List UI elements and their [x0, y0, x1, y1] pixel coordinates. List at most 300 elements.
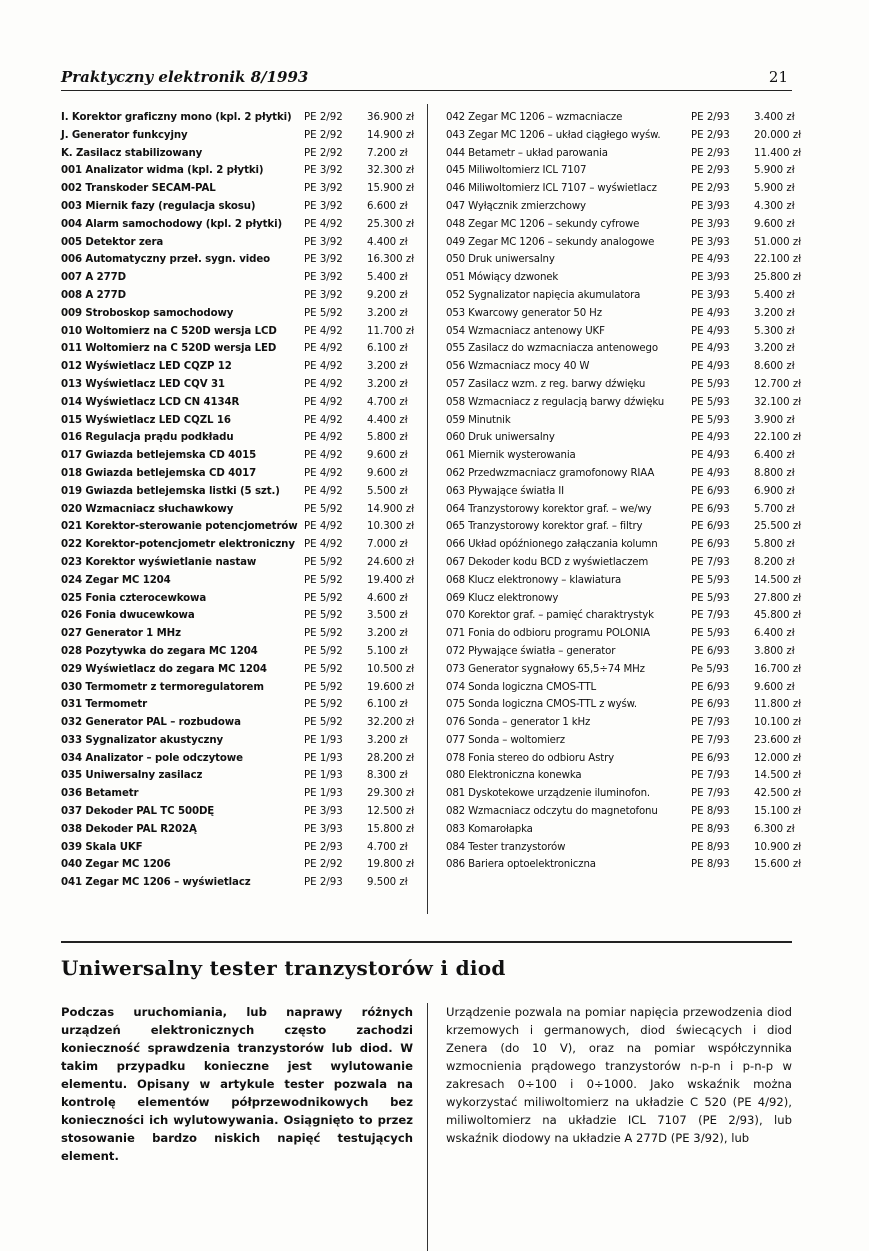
kit-price: 10.900 zł [754, 841, 802, 853]
article-lead: Podczas uruchomiania, lub naprawy różnych urządzeń elektronicznych często zachodzi konieczność sprawdzenia tranzystorów lub diod. W takim przypadku konieczne jest wylutowanie elementu. Opisany w artykule tester pozwala na kontrolę elementów półprzewodnikowych bez konieczności ich wylutowywania. Osiągnięto to przez stosowanie bardzo niskich napięć testujących element. [61, 1005, 413, 1163]
price-list-row [61, 590, 425, 608]
kit-name: 080 Elektroniczna konewka [446, 770, 582, 782]
article-title: Uniwersalny tester tranzystorów i diod [61, 956, 506, 980]
kit-issue: PE 8/93 [691, 823, 730, 835]
kit-issue: PE 3/93 [304, 823, 343, 835]
kit-name: 061 Miernik wysterowania [446, 450, 576, 462]
kit-price: 5.700 zł [754, 503, 795, 515]
kit-issue: PE 2/93 [304, 877, 343, 889]
kit-issue: PE 4/93 [691, 307, 730, 319]
price-list-row [61, 874, 425, 892]
kit-price: 8.300 zł [367, 770, 408, 782]
price-list-row [446, 483, 804, 501]
kit-issue: PE 4/92 [304, 539, 343, 551]
price-list-row [446, 323, 804, 341]
kit-issue: PE 7/93 [691, 734, 730, 746]
price-list-row [61, 340, 425, 358]
price-list-row [61, 323, 425, 341]
price-list-row [61, 518, 425, 536]
price-list-row [61, 767, 425, 785]
article-column-divider [427, 1003, 428, 1251]
kit-name: 064 Tranzystorowy korektor graf. – we/wy [446, 503, 652, 515]
price-list-row [61, 554, 425, 572]
kit-price: 19.400 zł [367, 574, 415, 586]
kit-issue: PE 3/93 [304, 806, 343, 818]
kit-price: 5.400 zł [367, 272, 408, 284]
kit-name: 005 Detektor zera [61, 236, 164, 248]
kit-price: 9.600 zł [367, 450, 408, 462]
kit-price: 10.500 zł [367, 663, 415, 675]
kit-name: 024 Zegar MC 1204 [61, 574, 171, 586]
kit-issue: PE 6/93 [691, 699, 730, 711]
kit-issue: PE 2/92 [304, 112, 343, 123]
kit-price: 5.900 zł [754, 183, 795, 195]
kit-price: 3.200 zł [367, 628, 408, 640]
price-list-row [446, 625, 804, 643]
kit-price: 3.200 zł [367, 734, 408, 746]
price-list-row [61, 607, 425, 625]
kit-issue: PE 8/93 [691, 806, 730, 818]
price-list-row [61, 287, 425, 305]
price-list-row [446, 750, 804, 768]
price-list-row [61, 412, 425, 430]
kit-name: 067 Dekoder kodu BCD z wyświetlaczem [446, 556, 649, 568]
price-list-row [61, 216, 425, 234]
kit-name: 046 Miliwoltomierz ICL 7107 – wyświetlacz [446, 183, 657, 195]
kit-price: 51.000 zł [754, 236, 802, 248]
kit-price: 12.000 zł [754, 752, 802, 764]
kit-price: 19.800 zł [367, 859, 415, 871]
kit-issue: PE 5/93 [691, 628, 730, 640]
kit-name: 086 Bariera optoelektroniczna [446, 859, 596, 871]
kit-name: 040 Zegar MC 1206 [61, 859, 171, 871]
kit-name: 076 Sonda – generator 1 kHz [446, 717, 591, 729]
kit-name: 075 Sonda logiczna CMOS-TTL z wyśw. [446, 699, 637, 711]
kit-issue: PE 5/93 [691, 378, 730, 390]
kit-price: 12.700 zł [754, 378, 802, 390]
kit-name: 027 Generator 1 MHz [61, 628, 181, 640]
kit-name: 001 Analizator widma (kpl. 2 płytki) [61, 165, 264, 177]
kit-issue: PE 5/93 [691, 396, 730, 408]
kit-issue: PE 4/93 [691, 325, 730, 337]
kit-price: 3.800 zł [754, 645, 795, 657]
price-list-row [61, 145, 425, 163]
kit-price: 11.400 zł [754, 147, 802, 159]
kit-issue: PE 3/93 [691, 236, 730, 248]
price-list-row [446, 465, 804, 483]
kit-issue: PE 5/92 [304, 307, 343, 319]
price-list-row [446, 696, 804, 714]
kit-issue: PE 2/93 [691, 112, 730, 123]
kit-price: 42.500 zł [754, 788, 802, 800]
kit-name: 023 Korektor wyświetlanie nastaw [61, 556, 257, 568]
price-list-row [446, 679, 804, 697]
kit-name: 022 Korektor-potencjometr elektroniczny [61, 539, 295, 551]
kit-name: 019 Gwiazda betlejemska listki (5 szt.) [61, 485, 280, 497]
kit-price: 15.800 zł [367, 823, 415, 835]
kit-price: 4.400 zł [367, 236, 408, 248]
price-list-row [446, 785, 804, 803]
kit-name: 013 Wyświetlacz LED CQV 31 [61, 378, 225, 390]
kit-price: 9.600 zł [754, 681, 795, 693]
kit-name: 053 Kwarcowy generator 50 Hz [446, 307, 602, 319]
kit-price: 8.800 zł [754, 467, 795, 479]
price-list-row [61, 714, 425, 732]
kit-price: 11.700 zł [367, 325, 415, 337]
price-list-row [446, 269, 804, 287]
kit-price: 5.300 zł [754, 325, 795, 337]
kit-issue: PE 5/92 [304, 628, 343, 640]
kit-name: 011 Woltomierz na C 520D wersja LED [61, 343, 277, 355]
kit-name: 033 Sygnalizator akustyczny [61, 734, 224, 746]
kit-name: 084 Tester tranzystorów [446, 841, 566, 853]
kit-price: 20.000 zł [754, 129, 802, 141]
price-list-row [446, 412, 804, 430]
kit-issue: PE 1/93 [304, 734, 343, 746]
kit-name: 060 Druk uniwersalny [446, 432, 555, 444]
kit-price: 22.100 zł [754, 432, 802, 444]
kit-price: 14.500 zł [754, 574, 802, 586]
kit-price: 3.200 zł [754, 343, 795, 355]
kit-price: 14.900 zł [367, 503, 415, 515]
kit-issue: PE 4/92 [304, 467, 343, 479]
price-list-left-column [61, 109, 425, 892]
kit-issue: PE 2/92 [304, 147, 343, 159]
kit-price: 16.300 zł [367, 254, 415, 266]
kit-price: 25.300 zł [367, 218, 415, 230]
price-list-row [446, 145, 804, 163]
kit-name: 028 Pozytywka do zegara MC 1204 [61, 645, 258, 657]
kit-issue: PE 5/92 [304, 663, 343, 675]
kit-issue: PE 6/93 [691, 752, 730, 764]
kit-issue: PE 3/92 [304, 272, 343, 284]
price-list-row [446, 518, 804, 536]
kit-name: 048 Zegar MC 1206 – sekundy cyfrowe [446, 218, 640, 230]
kit-name: 044 Betametr – układ parowania [446, 147, 608, 159]
kit-issue: PE 5/92 [304, 503, 343, 515]
kit-issue: PE 4/93 [691, 361, 730, 373]
kit-name: 037 Dekoder PAL TC 500DĘ [61, 806, 215, 818]
kit-price: 7.000 zł [367, 539, 408, 551]
kit-issue: PE 4/92 [304, 414, 343, 426]
price-list-row [446, 714, 804, 732]
price-list-row [61, 394, 425, 412]
kit-name: I. Korektor graficzny mono (kpl. 2 płytki) [61, 112, 292, 123]
price-list-row [446, 305, 804, 323]
price-list-row [446, 732, 804, 750]
price-list-row [446, 162, 804, 180]
kit-name: 074 Sonda logiczna CMOS-TTL [446, 681, 597, 693]
kit-issue: PE 4/92 [304, 218, 343, 230]
price-list-row [61, 536, 425, 554]
kit-price: 9.200 zł [367, 289, 408, 301]
price-list-row [446, 358, 804, 376]
kit-issue: PE 3/93 [691, 200, 730, 212]
kit-name: J. Generator funkcyjny [61, 129, 188, 141]
kit-price: 5.400 zł [754, 289, 795, 301]
kit-price: 5.900 zł [754, 165, 795, 177]
kit-issue: PE 4/93 [691, 254, 730, 266]
kit-name: 039 Skala UKF [61, 841, 143, 853]
kit-price: 10.100 zł [754, 717, 802, 729]
kit-issue: PE 3/93 [691, 289, 730, 301]
article-body: Urządzenie pozwala na pomiar napięcia przewodzenia diod krzemowych i germanowych, diod świecących i diod Zenera (do 10 V), oraz na pomiar współczynnika wzmocnienia prądowego tranzystorów n-p-n i p-n-p w zakresach 0÷100 i 0÷1000. Jako wskaźnik można wykorzystać miliwoltomierz na układzie C 520 (PE 4/92), miliwoltomierz na układzie ICL 7107 (PE 2/93), lub wskaźnik diodowy na układzie A 277D (PE 3/92), lub [446, 1005, 792, 1145]
price-list-row [61, 643, 425, 661]
kit-issue: PE 4/92 [304, 325, 343, 337]
kit-issue: PE 6/93 [691, 645, 730, 657]
price-list-row [446, 572, 804, 590]
column-divider [427, 104, 428, 914]
kit-price: 4.700 zł [367, 841, 408, 853]
kit-price: 23.600 zł [754, 734, 802, 746]
kit-issue: PE 3/92 [304, 236, 343, 248]
kit-price: 25.500 zł [754, 521, 802, 533]
kit-name: 073 Generator sygnałowy 65,5÷74 MHz [446, 663, 645, 675]
kit-price: 3.900 zł [754, 414, 795, 426]
kit-issue: PE 1/93 [304, 752, 343, 764]
page-number: 21 [768, 68, 788, 86]
kit-name: 082 Wzmacniacz odczytu do magnetofonu [446, 806, 658, 818]
kit-price: 8.200 zł [754, 556, 795, 568]
kit-price: 6.900 zł [754, 485, 795, 497]
kit-name: 050 Druk uniwersalny [446, 254, 555, 266]
kit-name: 008 A 277D [61, 289, 126, 301]
kit-price: 25.800 zł [754, 272, 802, 284]
kit-issue: PE 6/93 [691, 539, 730, 551]
kit-price: 9.600 zł [367, 467, 408, 479]
kit-name: 012 Wyświetlacz LED CQZP 12 [61, 361, 232, 373]
kit-issue: PE 5/92 [304, 717, 343, 729]
price-list-row [61, 251, 425, 269]
kit-issue: PE 5/92 [304, 610, 343, 622]
kit-price: 9.600 zł [754, 218, 795, 230]
price-list-row [446, 821, 804, 839]
kit-issue: PE 3/92 [304, 200, 343, 212]
kit-issue: PE 7/93 [691, 717, 730, 729]
kit-name: 041 Zegar MC 1206 – wyświetlacz [61, 877, 251, 889]
kit-issue: PE 2/93 [691, 165, 730, 177]
kit-price: 4.600 zł [367, 592, 408, 604]
kit-price: 3.200 zł [367, 307, 408, 319]
kit-price: 3.500 zł [367, 610, 408, 622]
kit-issue: PE 2/93 [691, 129, 730, 141]
price-list-row [446, 803, 804, 821]
price-list-row [61, 785, 425, 803]
kit-price: 14.500 zł [754, 770, 802, 782]
price-list-row [446, 180, 804, 198]
kit-price: 10.300 zł [367, 521, 415, 533]
kit-issue: PE 3/92 [304, 289, 343, 301]
kit-name: 010 Woltomierz na C 520D wersja LCD [61, 325, 277, 337]
price-list-row [446, 287, 804, 305]
kit-name: 020 Wzmacniacz słuchawkowy [61, 503, 234, 515]
price-list-row [446, 643, 804, 661]
kit-price: 6.400 zł [754, 450, 795, 462]
price-list-row [446, 536, 804, 554]
kit-name: K. Zasilacz stabilizowany [61, 147, 203, 159]
kit-name: 047 Wyłącznik zmierzchowy [446, 200, 586, 212]
kit-name: 026 Fonia dwucewkowa [61, 610, 195, 622]
price-list-row [61, 269, 425, 287]
kit-name: 077 Sonda – woltomierz [446, 734, 565, 746]
kit-price: 5.800 zł [754, 539, 795, 551]
magazine-title: Praktyczny elektronik 8/1993 [61, 68, 309, 86]
kit-name: 025 Fonia czterocewkowa [61, 592, 207, 604]
kit-price: 15.600 zł [754, 859, 802, 871]
kit-name: 007 A 277D [61, 272, 126, 284]
kit-issue: PE 5/92 [304, 681, 343, 693]
kit-price: 32.300 zł [367, 165, 415, 177]
kit-issue: PE 2/93 [691, 147, 730, 159]
kit-price: 45.800 zł [754, 610, 802, 622]
kit-name: 031 Termometr [61, 699, 148, 711]
kit-price: 24.600 zł [367, 556, 415, 568]
kit-name: 045 Miliwoltomierz ICL 7107 [446, 165, 587, 177]
kit-price: 6.300 zł [754, 823, 795, 835]
kit-issue: PE 1/93 [304, 770, 343, 782]
kit-issue: PE 6/93 [691, 681, 730, 693]
kit-price: 12.500 zł [367, 806, 415, 818]
kit-price: 3.200 zł [367, 361, 408, 373]
kit-issue: PE 4/93 [691, 467, 730, 479]
kit-price: 6.100 zł [367, 343, 408, 355]
kit-issue: PE 6/93 [691, 503, 730, 515]
price-list-row [61, 661, 425, 679]
kit-issue: PE 5/92 [304, 645, 343, 657]
kit-name: 034 Analizator – pole odczytowe [61, 752, 243, 764]
kit-name: 071 Fonia do odbioru programu POLONIA [446, 628, 650, 640]
price-list-row [61, 234, 425, 252]
kit-issue: PE 2/92 [304, 859, 343, 871]
kit-price: 9.500 zł [367, 877, 408, 889]
price-list-right-column [446, 109, 804, 874]
kit-name: 055 Zasilacz do wzmacniacza antenowego [446, 343, 658, 355]
kit-issue: PE 4/92 [304, 378, 343, 390]
kit-price: 36.900 zł [367, 112, 415, 123]
kit-name: 004 Alarm samochodowy (kpl. 2 płytki) [61, 218, 283, 230]
price-list-row [61, 429, 425, 447]
kit-name: 002 Transkoder SECAM-PAL [61, 183, 216, 195]
price-list-row [61, 625, 425, 643]
price-list-row [61, 447, 425, 465]
kit-name: 065 Tranzystorowy korektor graf. – filtry [446, 521, 643, 533]
kit-price: 4.400 zł [367, 414, 408, 426]
price-list-row [446, 340, 804, 358]
kit-issue: PE 4/92 [304, 361, 343, 373]
kit-issue: PE 2/93 [691, 183, 730, 195]
kit-name: 021 Korektor-sterowanie potencjometrów [61, 521, 298, 533]
kit-issue: PE 5/92 [304, 574, 343, 586]
kit-issue: PE 2/92 [304, 129, 343, 141]
kit-issue: PE 6/93 [691, 521, 730, 533]
kit-price: 5.500 zł [367, 485, 408, 497]
kit-price: 5.100 zł [367, 645, 408, 657]
price-list-row [446, 501, 804, 519]
kit-issue: PE 3/92 [304, 183, 343, 195]
price-list-row [446, 234, 804, 252]
kit-price: 3.200 zł [754, 307, 795, 319]
price-list-row [446, 856, 804, 874]
kit-issue: PE 4/92 [304, 396, 343, 408]
price-list-row [61, 501, 425, 519]
kit-issue: PE 3/92 [304, 254, 343, 266]
kit-issue: PE 7/93 [691, 556, 730, 568]
kit-issue: PE 5/93 [691, 414, 730, 426]
kit-name: 043 Zegar MC 1206 – układ ciągłego wyśw. [446, 129, 661, 141]
price-list-row [61, 465, 425, 483]
kit-price: 15.100 zł [754, 806, 802, 818]
price-list-row [446, 839, 804, 857]
price-list-row [61, 305, 425, 323]
page-header [61, 66, 792, 91]
kit-issue: PE 4/92 [304, 432, 343, 444]
kit-name: 032 Generator PAL – rozbudowa [61, 717, 241, 729]
kit-issue: PE 7/93 [691, 788, 730, 800]
kit-price: 11.800 zł [754, 699, 802, 711]
price-list-row [61, 572, 425, 590]
kit-issue: PE 4/93 [691, 432, 730, 444]
kit-name: 006 Automatyczny przeł. sygn. video [61, 254, 271, 266]
kit-price: 4.700 zł [367, 396, 408, 408]
price-list-row [61, 750, 425, 768]
kit-name: 030 Termometr z termoregulatorem [61, 681, 264, 693]
kit-issue: PE 4/92 [304, 485, 343, 497]
kit-issue: Pe 5/93 [691, 663, 730, 675]
kit-issue: PE 8/93 [691, 841, 730, 853]
kit-name: 003 Miernik fazy (regulacja skosu) [61, 200, 256, 212]
price-list-row [446, 590, 804, 608]
price-list-row [61, 109, 425, 127]
kit-name: 062 Przedwzmacniacz gramofonowy RIAA [446, 467, 655, 479]
price-list-row [446, 661, 804, 679]
kit-issue: PE 3/93 [691, 218, 730, 230]
kit-price: 3.400 zł [754, 112, 795, 123]
price-list-row [61, 376, 425, 394]
price-list-row [446, 767, 804, 785]
kit-name: 066 Układ opóźnionego załączania kolumn [446, 539, 658, 551]
price-list-row [61, 679, 425, 697]
kit-issue: PE 2/93 [304, 841, 343, 853]
kit-name: 063 Pływające światła II [446, 485, 564, 497]
kit-issue: PE 6/93 [691, 485, 730, 497]
kit-name: 069 Klucz elektronowy [446, 592, 559, 604]
price-list-row [446, 429, 804, 447]
price-list-row [446, 376, 804, 394]
kit-name: 059 Minutnik [446, 414, 511, 426]
kit-price: 32.100 zł [754, 396, 802, 408]
price-list-row [61, 162, 425, 180]
kit-name: 078 Fonia stereo do odbioru Astry [446, 752, 615, 764]
kit-name: 014 Wyświetlacz LCD CN 4134R [61, 396, 240, 408]
price-list-row [61, 803, 425, 821]
kit-name: 083 Komarołapka [446, 823, 533, 835]
kit-price: 6.100 zł [367, 699, 408, 711]
kit-issue: PE 4/92 [304, 521, 343, 533]
kit-issue: PE 4/92 [304, 450, 343, 462]
kit-issue: PE 7/93 [691, 770, 730, 782]
price-list-row [446, 198, 804, 216]
price-list-row [446, 127, 804, 145]
kit-price: 14.900 zł [367, 129, 415, 141]
kit-price: 4.300 zł [754, 200, 795, 212]
price-list-row [61, 198, 425, 216]
kit-name: 049 Zegar MC 1206 – sekundy analogowe [446, 236, 655, 248]
kit-name: 036 Betametr [61, 788, 139, 800]
price-list-row [446, 216, 804, 234]
kit-name: 038 Dekoder PAL R202Ą [61, 823, 197, 835]
kit-issue: PE 5/92 [304, 699, 343, 711]
kit-price: 27.800 zł [754, 592, 802, 604]
